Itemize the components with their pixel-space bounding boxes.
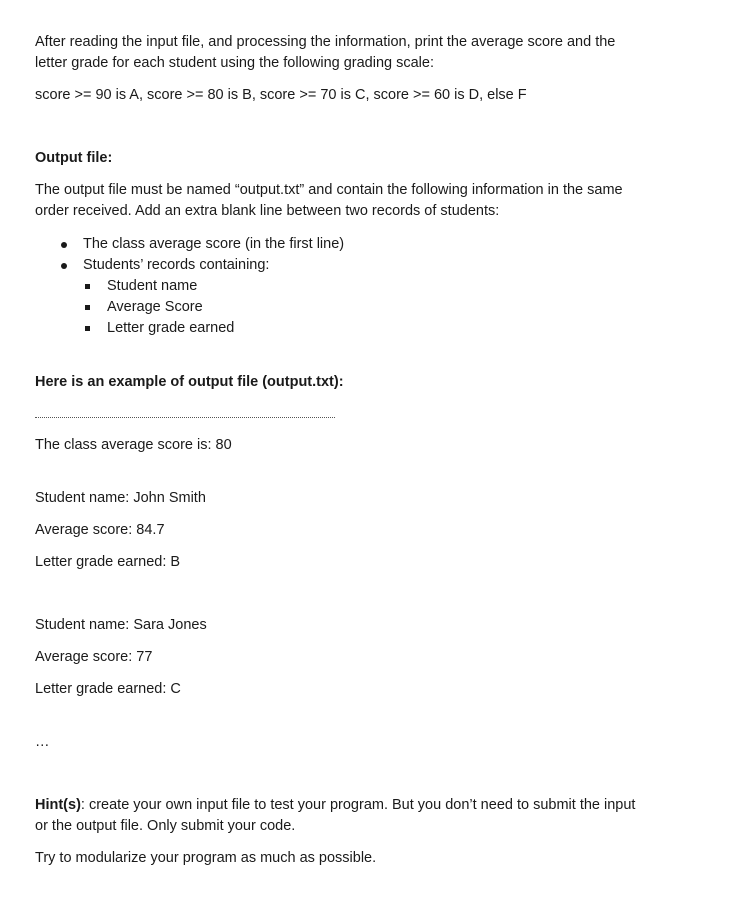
- bullet-item: [35, 255, 344, 276]
- example-heading: Here is an example of output file (output.txt):: [35, 374, 344, 390]
- output-file-desc-line-1: The output file must be named “output.txt” and contain the following information in the same: [35, 182, 623, 198]
- dotted-divider: [35, 417, 335, 418]
- bullet-disc-icon: [61, 263, 67, 269]
- bullet-item: [35, 234, 344, 255]
- bullet-square-icon: [85, 305, 90, 310]
- record-1-grade: Letter grade earned: B: [35, 554, 181, 570]
- record-2-average: Average score: 77: [35, 649, 153, 665]
- sub-bullet-text: Student name: [107, 278, 198, 294]
- record-2-grade: Letter grade earned: C: [35, 681, 181, 697]
- example-class-average: The class average score is: 80: [35, 437, 232, 453]
- hint-text: : create your own input file to test your program. But you don’t need to submit the input: [80, 797, 636, 813]
- example-ellipsis: …: [35, 734, 50, 750]
- bullet-text: Students’ records containing:: [83, 257, 270, 273]
- modularize-note: Try to modularize your program as much as possible.: [35, 850, 377, 866]
- bullet-disc-icon: [61, 242, 67, 248]
- output-file-bullet-list: [35, 234, 344, 339]
- sub-bullet-item: [35, 276, 344, 297]
- record-1-average: Average score: 84.7: [35, 522, 165, 538]
- bullet-square-icon: [85, 326, 90, 331]
- sub-bullet-item: [35, 318, 344, 339]
- output-file-heading: Output file:: [35, 150, 113, 166]
- record-1-name: Student name: John Smith: [35, 490, 206, 506]
- intro-line-2: letter grade for each student using the following grading scale:: [35, 55, 434, 71]
- bullet-square-icon: [85, 284, 90, 289]
- hint-label: Hint(s): [35, 797, 81, 813]
- record-2-name: Student name: Sara Jones: [35, 617, 207, 633]
- hint-line-2: or the output file. Only submit your code.: [35, 818, 296, 834]
- sub-bullet-text: Average Score: [107, 299, 203, 315]
- bullet-text: The class average score (in the first line): [83, 236, 345, 252]
- sub-bullet-item: [35, 297, 344, 318]
- output-file-desc-line-2: order received. Add an extra blank line between two records of students:: [35, 203, 500, 219]
- hint-line-1: [35, 795, 635, 816]
- grading-scale: score >= 90 is A, score >= 80 is B, score >= 70 is C, score >= 60 is D, else F: [35, 87, 527, 103]
- intro-line-1: After reading the input file, and processing the information, print the average score and the: [35, 34, 616, 50]
- sub-bullet-text: Letter grade earned: [107, 320, 235, 336]
